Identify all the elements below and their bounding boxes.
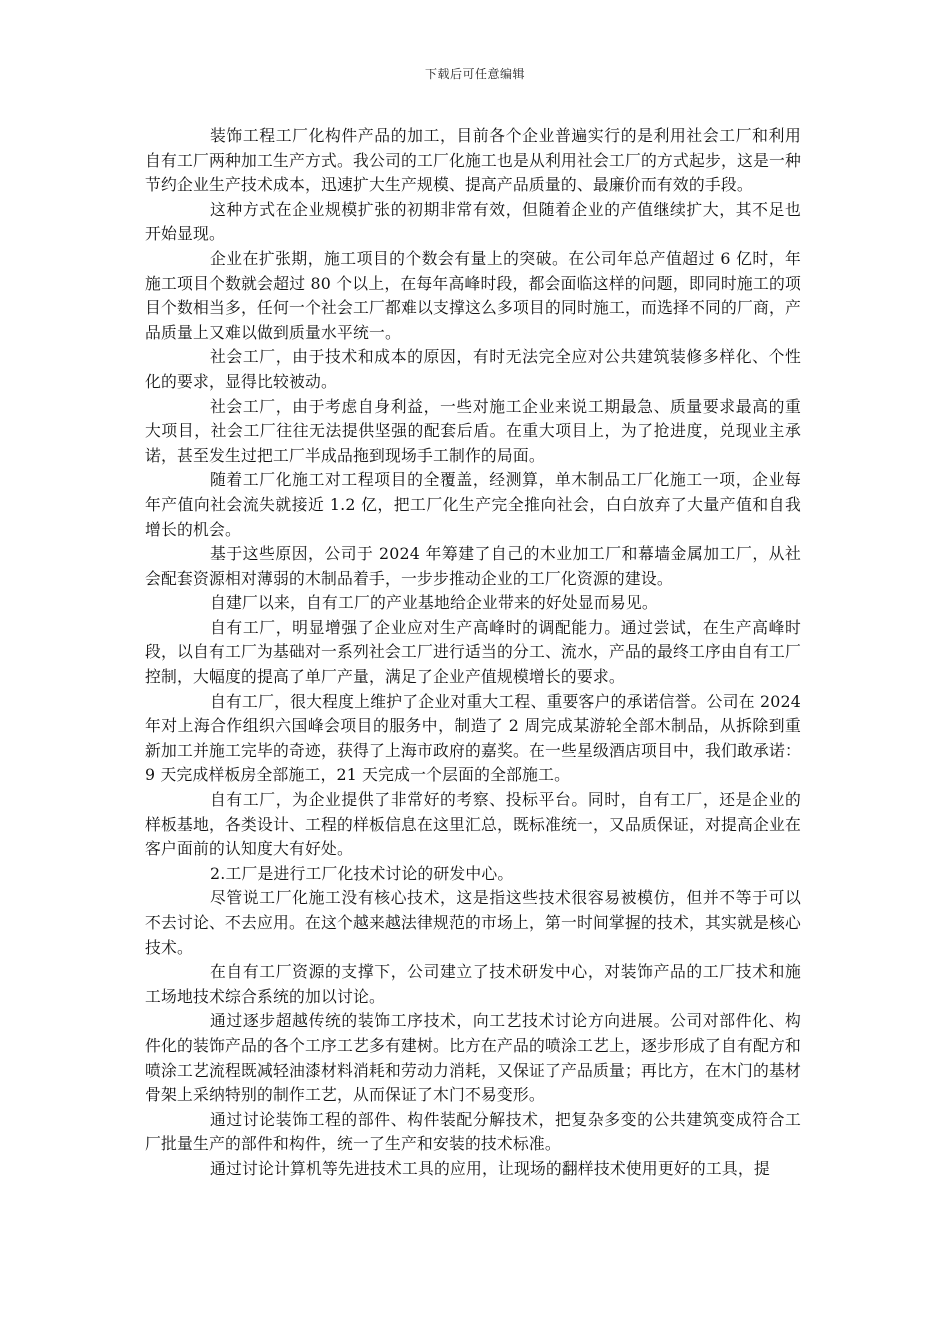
paragraph: 自有工厂，很大程度上维护了企业对重大工程、重要客户的承诺信誉。公司在 2024 年对上海合作组织六国峰会项目的服务中，制造了 2 周完成某游轮全部木制品，从拆除到重新加工并施工完毕的奇迹，获得了上海市政府的嘉奖。在一些星级酒店项目中，我们敢承诺：9 天完成样板房全部施工，21 天完成一个层面的全部施工。 [145, 691, 801, 785]
paragraph: 企业在扩张期，施工项目的个数会有量上的突破。在公司年总产值超过 6 亿时，年施工项目个数就会超过 80 个以上，在每年高峰时段，都会面临这样的问题，即同时施工的项目个数相当多，任何一个社会工厂都难以支撑这么多项目的同时施工，而选择不同的厂商，产品质量上又难以做到质量水平统一。 [145, 248, 801, 342]
paragraph: 通过讨论装饰工程的部件、构件装配分解技术，把复杂多变的公共建筑变成符合工厂批量生产的部件和构件，统一了生产和安装的技术标准。 [145, 1109, 801, 1154]
paragraph: 社会工厂，由于技术和成本的原因，有时无法完全应对公共建筑装修多样化、个性化的要求，显得比较被动。 [145, 347, 801, 391]
paragraph: 随着工厂化施工对工程项目的全覆盖，经测算，单木制品工厂化施工一项，企业每年产值向社会流失就接近 1.2 亿，把工厂化生产完全推向社会，白白放弃了大量产值和自我增长的机会。 [145, 470, 801, 539]
paragraph: 装饰工程工厂化构件产品的加工，目前各个企业普遍实行的是利用社会工厂和利用自有工厂两种加工生产方式。我公司的工厂化施工也是从利用社会工厂的方式起步，这是一种节约企业生产技术成本，迅速扩大生产规模、提高产品质量的、最廉价而有效的手段。 [145, 126, 801, 195]
paragraph: 自建厂以来，自有工厂的产业基地给企业带来的好处显而易见。 [210, 593, 658, 613]
paragraph: 基于这些原因，公司于 2024 年筹建了自己的木业加工厂和幕墙金属加工厂，从社会配套资源相对薄弱的木制品着手，一步步推动企业的工厂化资源的建设。 [145, 544, 801, 588]
paragraph: 在自有工厂资源的支撑下，公司建立了技术研发中心，对装饰产品的工厂技术和施工场地技术综合系统的加以讨论。 [145, 962, 801, 1006]
paragraph: 尽管说工厂化施工没有核心技术，这是指这些技术很容易被模仿，但并不等于可以不去讨论、不去应用。在这个越来越法律规范的市场上，第一时间掌握的技术，其实就是核心技术。 [145, 888, 801, 957]
paragraph: 通过讨论计算机等先进技术工具的应用，让现场的翻样技术使用更好的工具，提 [210, 1158, 770, 1178]
paragraph: 社会工厂，由于考虑自身利益，一些对施工企业来说工期最急、质量要求最高的重大项目，社会工厂往往无法提供坚强的配套后盾。在重大项目上，为了抢进度，兑现业主承诺，甚至发生过把工厂半成品拖到现场手工制作的局面。 [145, 396, 801, 465]
paragraph: 通过逐步超越传统的装饰工序技术，向工艺技术讨论方向进展。公司对部件化、构件化的装饰产品的各个工序工艺多有建树。比方在产品的喷涂工艺上，逐步形成了自有配方和喷涂工艺流程既减轻油漆材料消耗和劳动力消耗，又保证了产品质量；再比方，在木门的基材骨架上采纳特别的制作工艺，从而保证了木门不易变形。 [145, 1011, 801, 1105]
document-body [145, 124, 801, 1182]
paragraph: 这种方式在企业规模扩张的初期非常有效，但随着企业的产值继续扩大，其不足也开始显现。 [145, 199, 801, 244]
page-header: 下载后可任意编辑 [424, 67, 525, 81]
paragraph: 自有工厂，为企业提供了非常好的考察、投标平台。同时，自有工厂，还是企业的样板基地，各类设计、工程的样板信息在这里汇总，既标准统一，又品质保证，对提高企业在客户面前的认知度大有好处。 [145, 790, 801, 859]
section-heading: 2.工厂是进行工厂化技术讨论的研发中心。 [210, 863, 514, 883]
paragraph: 自有工厂，明显增强了企业应对生产高峰时的调配能力。通过尝试，在生产高峰时段，以自有工厂为基础对一系列社会工厂进行适当的分工、流水，产品的最终工序由自有工厂控制，大幅度的提高了单厂产量，满足了企业产值规模增长的要求。 [145, 617, 801, 687]
